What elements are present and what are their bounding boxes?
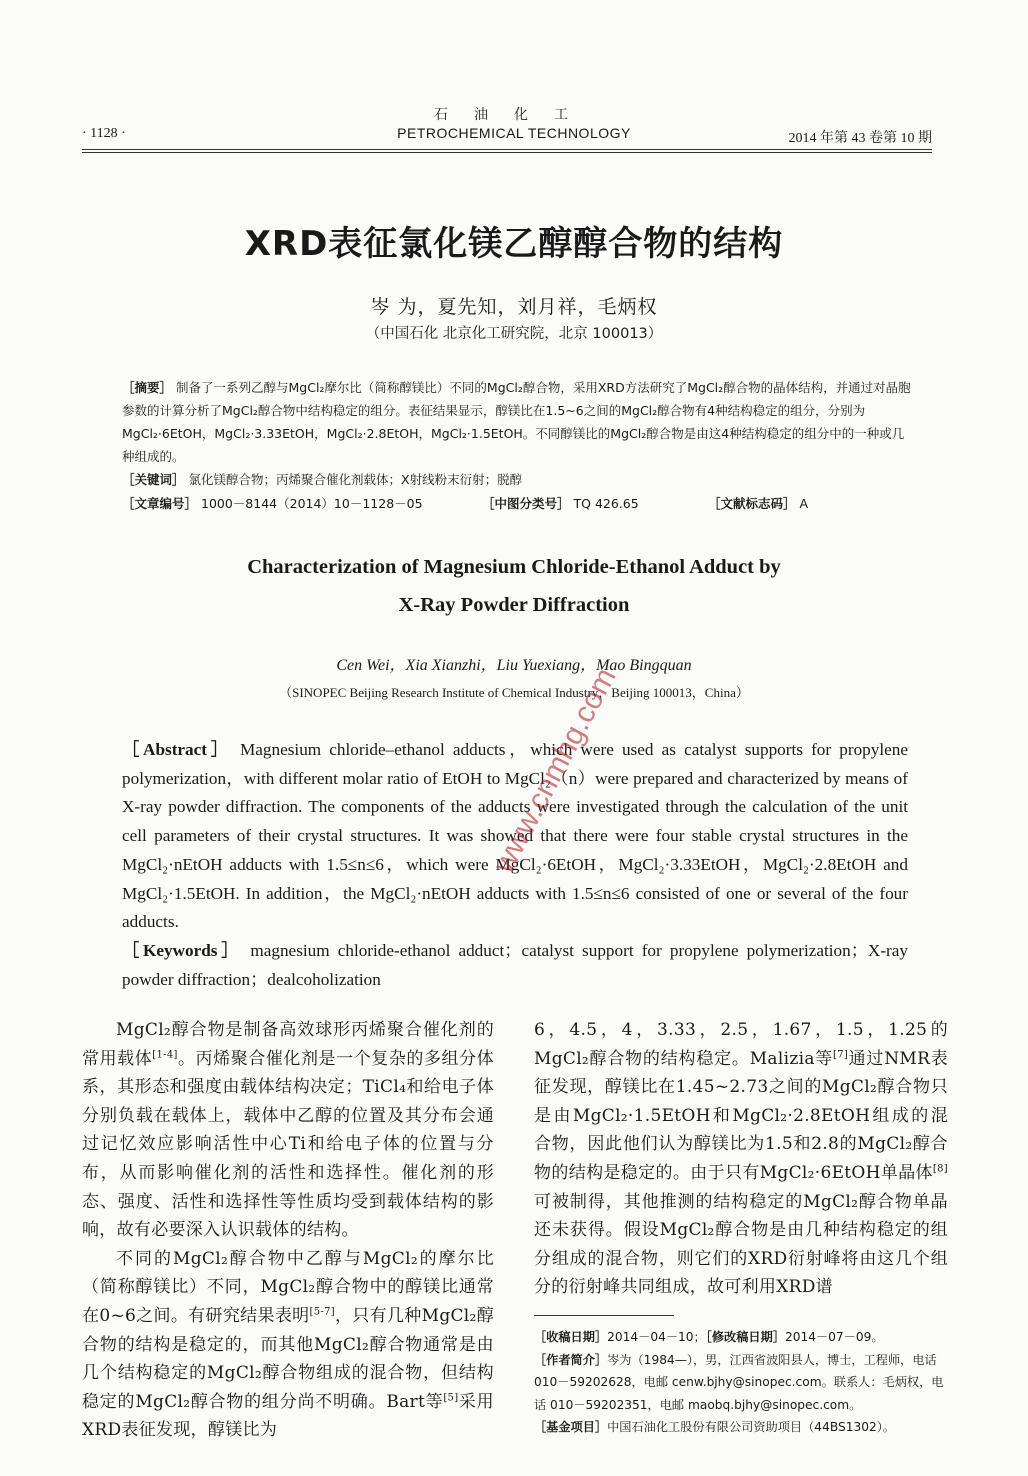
citation: [5] [443,1392,459,1404]
clc-tag: ［中图分类号］ [482,496,570,511]
fund-tag: ［基金项目］ [534,1420,608,1434]
body-column-left [82,1016,494,1445]
body-paragraph [82,1245,494,1445]
abstract-cn-tag: ［摘要］ [122,380,173,395]
fund-info: 中国石油化工股份有限公司资助项目（44BS1302）。 [607,1420,895,1434]
keywords-cn-text: 氯化镁醇合物；丙烯聚合催化剂载体；X射线粉末衍射；脱醇 [188,472,523,487]
article-meta [122,494,912,512]
footnote-fund [534,1416,948,1439]
body-text: 可被制得，其他推测的结构稳定的MgCl₂醇合物单晶还未获得。假设MgCl₂醇合物是由几种结构稳定的组分组成的混合物，则它们的XRD衍射峰将由这几个组分的衍射峰共同组成，故可利用XRD谱 [534,1191,948,1298]
journal-title-en: PETROCHEMICAL TECHNOLOGY [397,125,631,141]
body-text: 不同的MgCl₂醇合物中乙醇与MgCl₂的摩尔比（简称醇镁比）不同，MgCl₂醇合物中的醇镁比通常在0~6之间。有研究结果表明 [82,1248,494,1326]
citation: [8] [932,1163,948,1175]
citation: [5-7] [309,1306,335,1318]
authors-cn: 岑 为，夏先知，刘月祥，毛炳权 [370,296,658,318]
citation: [7] [833,1048,849,1060]
keywords-en-tag: ［Keywords］ [122,940,243,960]
body-text: MgCl₂醇合物是制备高效球形丙烯聚合催化剂的常用载体 [82,1020,494,1069]
article-title-en-line2: X-Ray Powder Diffraction [398,594,630,616]
clc-value: TQ 426.65 [573,496,639,511]
watermark-text: www.cnmhg.com [487,662,623,879]
doc-code: A [799,496,809,511]
doc-code-tag: ［文献标志码］ [708,496,796,511]
revised-tag: ［修改稿日期］ [705,1330,785,1344]
article-title-cn: XRD表征氯化镁乙醇醇合物的结构 [244,224,784,264]
abstract-en-tag: ［Abstract］ [122,740,232,759]
article-title-en-line1: Characterization of Magnesium Chloride-Ethanol Adduct by [247,556,781,578]
affiliation-cn: （中国石化 北京化工研究院，北京 100013） [365,326,663,342]
authors-en: Cen Wei，Xia Xianzhi，Liu Yuexiang，Mao Bingquan [336,657,692,674]
keywords-cn [122,470,522,488]
body-paragraph [82,1016,494,1245]
page-number: · 1128 · [82,126,126,141]
body-text: 通过NMR表征发现，醇镁比在1.45~2.73之间的MgCl₂醇合物只是由MgCl₂·1.5EtOH和MgCl₂·2.8EtOH组成的混合物，因此他们认为醇镁比为1.5和2.8的MgCl₂醇合物的结构是稳定的。由于只有MgCl₂·6EtOH单晶体 [534,1048,948,1183]
body-text: 6，4.5，4，3.33，2.5，1.67，1.5，1.25的MgCl₂醇合物的结构稳定。Malizia等 [534,1020,948,1069]
abstract-en-text: Magnesium chloride–ethanol adducts，which were used as catalyst supports for propylene polymerization，with different molar ratio of EtOH to MgCl₂（n）were prepared and characterized by means of X-ray powder diffraction. The components of the adducts were investigated through the calculation of the unit cell parameters of their crystal structures. It was showed that there were four stable crystal structures in the MgCl₂·nEtOH adducts with 1.5≤n≤6，which were MgCl₂·6EtOH，MgCl₂·3.33EtOH，MgCl₂·2.8EtOH and MgCl₂·1.5EtOH. In addition，the MgCl₂·nEtOH adducts with 1.5≤n≤6 consisted of one or several of the four adducts. [122,740,908,932]
abstract-en [122,736,908,994]
affiliation-en: （SINOPEC Beijing Research Institute of Chemical Industry，Beijing 100013，China） [279,685,749,700]
body-paragraph [534,1016,948,1302]
keywords-cn-tag: ［关键词］ [122,472,185,487]
abstract-cn [122,376,912,468]
article-no-tag: ［文章编号］ [122,496,198,511]
issue-info: 2014 年第 43 卷第 10 期 [788,131,932,146]
body-text: ，只有几种MgCl₂醇合物的结构是稳定的，而其他MgCl₂醇合物通常是由几个结构稳定的MgCl₂醇合物组成的混合物，但结构稳定的MgCl₂醇合物的组分尚不明确。Bart等 [82,1305,494,1412]
body-text: 。丙烯聚合催化剂是一个复杂的多组分体系，其形态和强度由载体结构决定；TiCl₄和给电子体分别负载在载体上，载体中乙醇的位置及其分布会通过记忆效应影响活性中心Ti和给电子体的位置与分布，从而影响催化剂的活性和选择性。催化剂的形态、强度、活性和选择性等性质均受到载体结构的影响，故有必要深入认识载体的结构。 [82,1048,494,1241]
footnotes [534,1326,948,1439]
header-rule-double [82,152,932,153]
keywords-en-text: magnesium chloride-ethanol adduct；catalyst support for propylene polymerization；X-ray powder diffraction；dealcoholization [122,940,908,989]
footnote-rule [534,1315,674,1316]
article-no: 1000－8144（2014）10－1128－05 [201,496,423,511]
header-rule [82,149,932,150]
abstract-cn-text: 制备了一系列乙醇与MgCl₂摩尔比（简称醇镁比）不同的MgCl₂醇合物，采用XRD方法研究了MgCl₂醇合物的晶体结构，并通过对晶胞参数的计算分析了MgCl₂醇合物中结构稳定的组分。表征结果显示，醇镁比在1.5~6之间的MgCl₂醇合物有4种结构稳定的组分，分别为MgCl₂·6EtOH，MgCl₂·3.33EtOH，MgCl₂·2.8EtOH，MgCl₂·1.5EtOH。不同醇镁比的MgCl₂醇合物是由这4种结构稳定的组分中的一种或几种组成的。 [122,380,911,464]
body-text: 采用XRD表征发现，醇镁比为 [82,1391,494,1441]
author-info: 岑为（1984—），男，江西省波阳县人，博士，工程师，电话 010－59202628，电邮 cenw.bjhy@sinopec.com。联系人：毛炳权，电话 010－59202351，电邮 maobq.bjhy@sinopec.com。 [534,1352,944,1412]
footnote-dates [534,1326,948,1349]
received-tag: ［收稿日期］ [534,1330,608,1344]
received-date: 2014－04－10； [607,1330,706,1344]
body-column-right [534,1016,948,1302]
author-tag: ［作者简介］ [534,1352,608,1367]
journal-title-cn: 石油化工 [434,107,594,123]
citation: [1-4] [152,1048,178,1060]
revised-date: 2014－07－09。 [784,1330,884,1344]
footnote-author [534,1349,948,1417]
article-title-en [0,548,1028,624]
